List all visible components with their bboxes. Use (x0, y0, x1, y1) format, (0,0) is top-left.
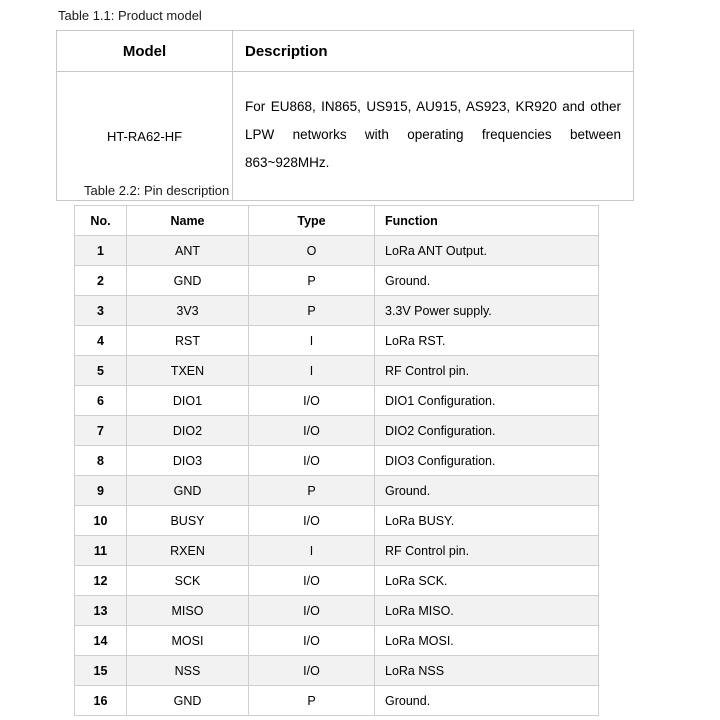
cell-function: RF Control pin. (375, 356, 599, 386)
table-row (75, 506, 599, 536)
cell-no: 4 (75, 326, 127, 356)
cell-name: DIO2 (127, 416, 249, 446)
cell-type: I/O (249, 446, 375, 476)
cell-function: DIO1 Configuration. (375, 386, 599, 416)
cell-function: DIO2 Configuration. (375, 416, 599, 446)
cell-type: I/O (249, 566, 375, 596)
cell-no: 16 (75, 686, 127, 716)
column-header-name: Name (127, 206, 249, 236)
cell-type: I/O (249, 596, 375, 626)
pin-description-table (74, 205, 599, 716)
cell-no: 15 (75, 656, 127, 686)
column-header-type: Type (249, 206, 375, 236)
cell-name: GND (127, 476, 249, 506)
cell-type: I/O (249, 506, 375, 536)
cell-no: 7 (75, 416, 127, 446)
cell-no: 8 (75, 446, 127, 476)
cell-type: O (249, 236, 375, 266)
table-row (75, 266, 599, 296)
table-row (75, 296, 599, 326)
cell-type: P (249, 686, 375, 716)
column-header-model: Model (57, 31, 233, 72)
cell-type: P (249, 296, 375, 326)
table-header-row (57, 31, 634, 72)
cell-name: MOSI (127, 626, 249, 656)
table-row (75, 656, 599, 686)
cell-function: DIO3 Configuration. (375, 446, 599, 476)
cell-function: Ground. (375, 266, 599, 296)
table-2-caption: Table 2.2: Pin description (84, 183, 230, 198)
cell-name: GND (127, 686, 249, 716)
cell-type: I/O (249, 656, 375, 686)
table-row (75, 326, 599, 356)
cell-function: Ground. (375, 476, 599, 506)
column-header-no: No. (75, 206, 127, 236)
cell-function: LoRa BUSY. (375, 506, 599, 536)
cell-function: Ground. (375, 686, 599, 716)
cell-no: 14 (75, 626, 127, 656)
cell-name: SCK (127, 566, 249, 596)
cell-name: NSS (127, 656, 249, 686)
cell-function: LoRa SCK. (375, 566, 599, 596)
cell-no: 13 (75, 596, 127, 626)
table-row (75, 536, 599, 566)
cell-name: MISO (127, 596, 249, 626)
table-row (57, 72, 634, 201)
cell-function: LoRa MISO. (375, 596, 599, 626)
cell-type: I/O (249, 386, 375, 416)
table-1-caption: Table 1.1: Product model (58, 8, 202, 23)
cell-name: TXEN (127, 356, 249, 386)
cell-name: RST (127, 326, 249, 356)
table-row (75, 626, 599, 656)
cell-name: DIO3 (127, 446, 249, 476)
cell-function: LoRa RST. (375, 326, 599, 356)
table-row (75, 596, 599, 626)
table-header-row (75, 206, 599, 236)
cell-type: I/O (249, 626, 375, 656)
cell-function: 3.3V Power supply. (375, 296, 599, 326)
table-row (75, 236, 599, 266)
cell-type: I (249, 356, 375, 386)
cell-name: DIO1 (127, 386, 249, 416)
table-row (75, 386, 599, 416)
cell-name: BUSY (127, 506, 249, 536)
column-header-description: Description (233, 31, 634, 72)
cell-function: RF Control pin. (375, 536, 599, 566)
cell-no: 3 (75, 296, 127, 326)
cell-no: 6 (75, 386, 127, 416)
cell-no: 2 (75, 266, 127, 296)
cell-type: P (249, 476, 375, 506)
cell-no: 5 (75, 356, 127, 386)
cell-no: 11 (75, 536, 127, 566)
cell-name: RXEN (127, 536, 249, 566)
cell-function: LoRa MOSI. (375, 626, 599, 656)
cell-function: LoRa ANT Output. (375, 236, 599, 266)
cell-function: LoRa NSS (375, 656, 599, 686)
cell-name: 3V3 (127, 296, 249, 326)
cell-model: HT-RA62-HF (57, 72, 233, 201)
cell-no: 9 (75, 476, 127, 506)
cell-no: 10 (75, 506, 127, 536)
cell-no: 1 (75, 236, 127, 266)
cell-type: P (249, 266, 375, 296)
cell-name: ANT (127, 236, 249, 266)
table-row (75, 446, 599, 476)
cell-type: I (249, 326, 375, 356)
table-row (75, 416, 599, 446)
cell-type: I/O (249, 416, 375, 446)
table-row (75, 356, 599, 386)
column-header-function: Function (375, 206, 599, 236)
table-row (75, 686, 599, 716)
product-model-table (56, 30, 634, 201)
cell-type: I (249, 536, 375, 566)
table-row (75, 476, 599, 506)
cell-description: For EU868, IN865, US915, AU915, AS923, KR920 and other LPW networks with operating frequencies between 863~928MHz. (233, 72, 634, 201)
cell-no: 12 (75, 566, 127, 596)
table-row (75, 566, 599, 596)
cell-name: GND (127, 266, 249, 296)
